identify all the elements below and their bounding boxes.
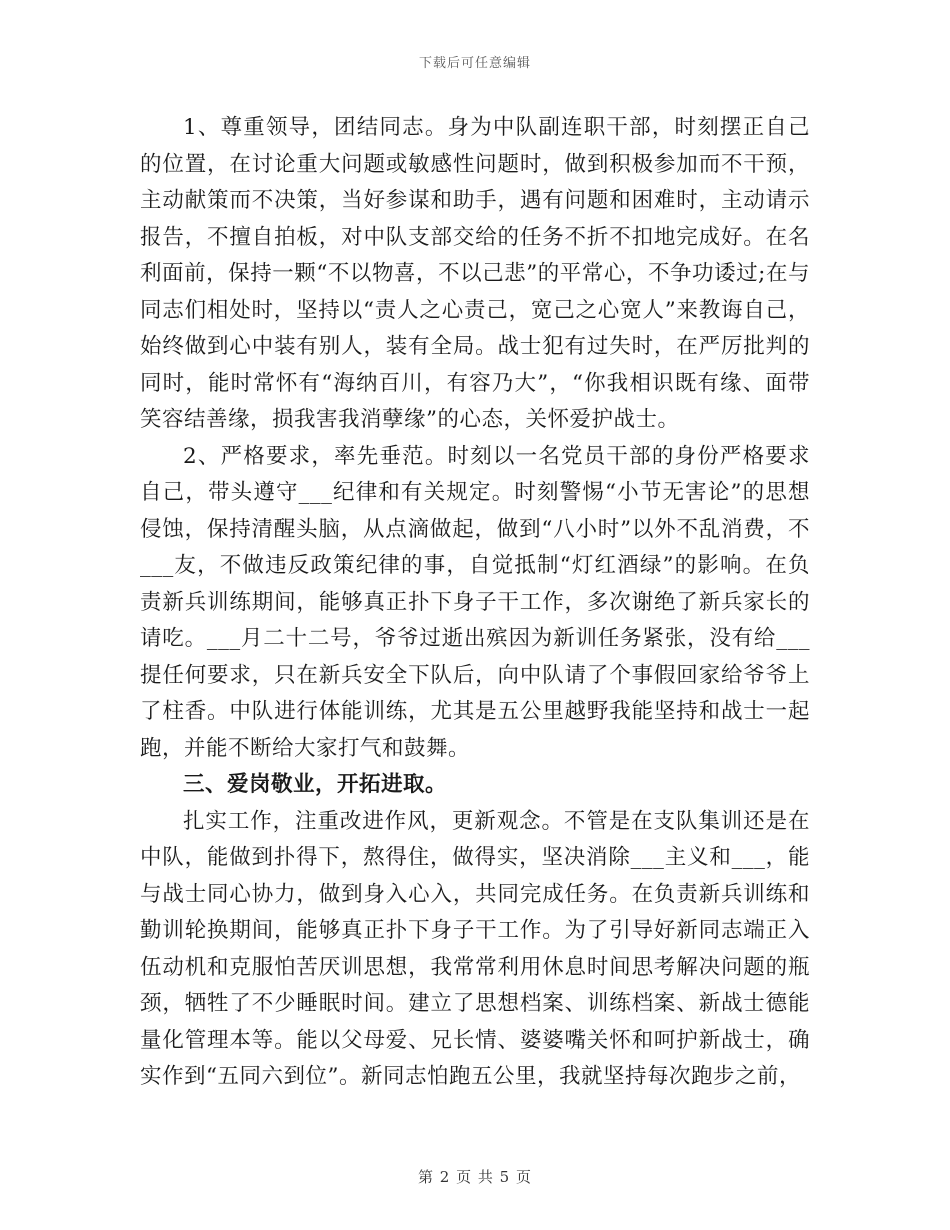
page-header: 下载后可任意编辑 <box>418 56 531 71</box>
page-number-footer: 第 2 页 共 5 页 <box>418 1168 532 1186</box>
paragraph-1: 1、尊重领导，团结同志。身为中队副连职干部，时刻摆正自己的位置，在讨论重大问题或敏感性问题时，做到积极参加而不干预，主动献策而不决策，当好参谋和助手，遇有问题和困难时，主动请示报告，不擅自拍板，对中队支部交给的任务不折不扣地完成好。在名利面前，保持一颗“不以物喜，不以己悲”的平常心，不争功诿过;在与同志们相处时，坚持以“责人之心责己，宽己之心宽人”来教诲自己，始终做到心中装有别人，装有全局。战士犯有过失时，在严厉批判的同时，能时常怀有“海纳百川，有容乃大”，“你我相识既有缘、面带笑容结善缘，损我害我消孽缘”的心态，关怀爱护战士。 <box>140 115 810 432</box>
paragraph-3: 扎实工作，注重改进作风，更新观念。不管是在支队集训还是在中队，能做到扑得下，熬得住，做得实，坚决消除___主义和___，能与战士同心协力，做到身入心入，共同完成任务。在负责新兵训练和勤训轮换期间，能够真正扑下身子干工作。为了引导好新同志端正入伍动机和克服怕苦厌训思想，我常常利用休息时间思考解决问题的瓶颈，牺牲了不少睡眠时间。建立了思想档案、训练档案、新战士德能量化管理本等。能以父母爱、兄长情、婆婆嘴关怀和呵护新战士，确实作到“五同六到位”。新同志怕跑五公里，我就坚持每次跑步之前， <box>140 808 810 1089</box>
paragraph-2: 2、严格要求，率先垂范。时刻以一名党员干部的身份严格要求自己，带头遵守___纪律和有关规定。时刻警惕“小节无害论”的思想侵蚀，保持清醒头脑，从点滴做起，做到“八小时”以外不乱消费，不___友，不做违反政策纪律的事，自觉抵制“灯红酒绿”的影响。在负责新兵训练期间，能够真正扑下身子干工作，多次谢绝了新兵家长的请吃。___月二十二号，爷爷过逝出殡因为新训任务紧张，没有给___提任何要求，只在新兵安全下队后，向中队请了个事假回家给爷爷上了柱香。中队进行体能训练，尤其是五公里越野我能坚持和战士一起跑，并能不断给大家打气和鼓舞。 <box>140 443 810 761</box>
section-heading: 三、爱岗敬业，开拓进取。 <box>183 772 448 797</box>
document-body <box>140 110 810 1096</box>
